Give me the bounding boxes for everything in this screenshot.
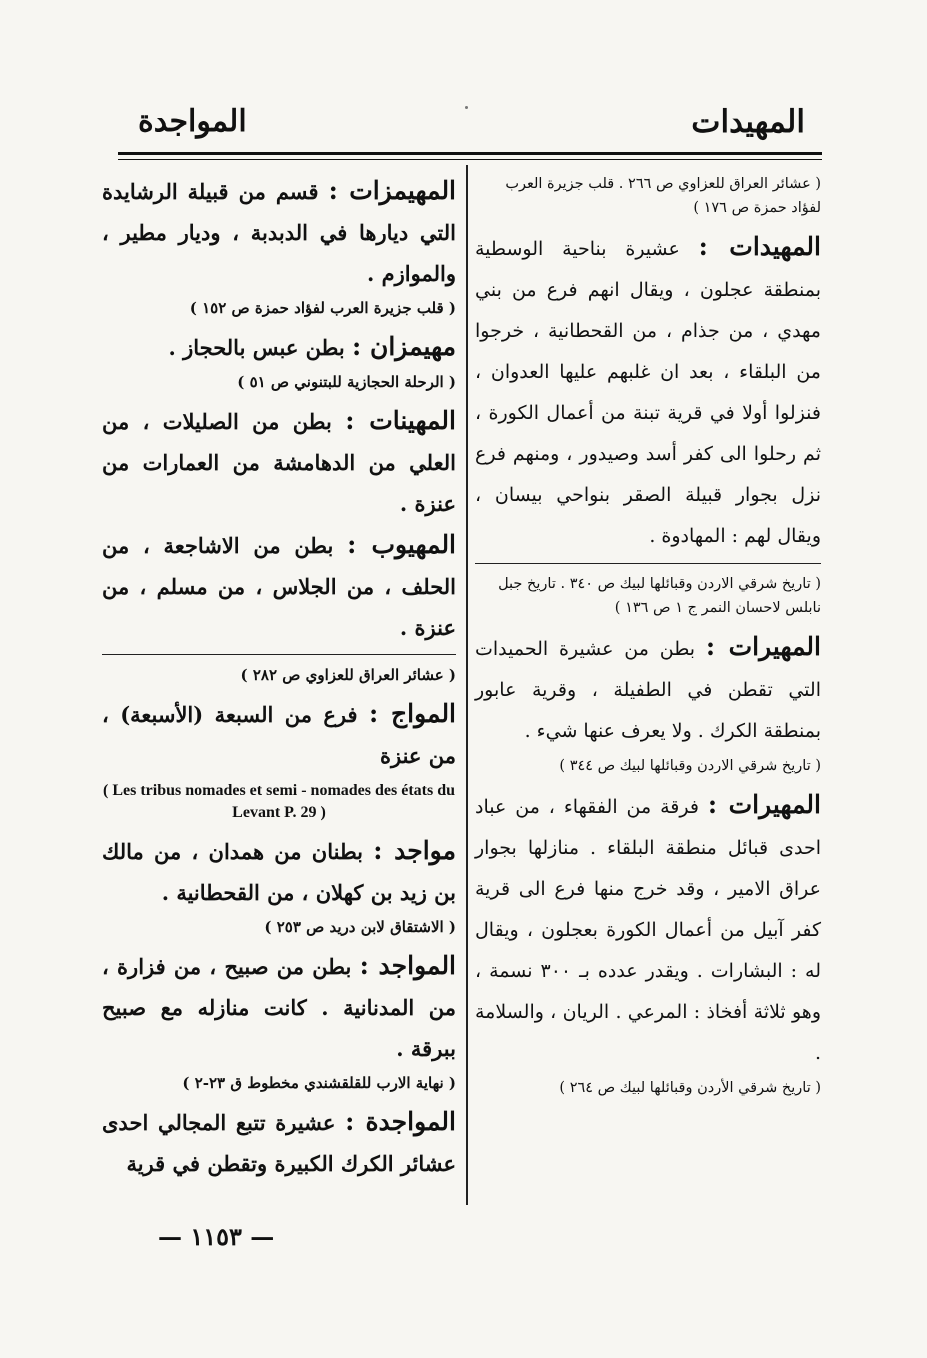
entry-text: عشيرة تتبع المجالي احدى عشائر الكرك الكبيرة وتقطن في قرية <box>102 1110 456 1176</box>
entry-source: ( تاريخ شرقي الاردن وقبائلها لبيك ص ٣٤٠ . تاريخ جبل نابلس لاحسان النمر ج ١ ص ١٣٦ ) <box>498 576 821 616</box>
entry-text: بطن من عشيرة الحميدات التي تقطن في الطفيلة ، وقرية عابور بمنطقة الكرك . ولا يعرف عنها شيء . <box>475 638 821 742</box>
entry-text: فرع من السبعة (الأسبعة) ، من عنزة <box>102 702 456 768</box>
entry-source: ( نهاية الارب للقلقشندي مخطوط ق ٢٣-٢ ) <box>182 1074 456 1092</box>
entry-source: ( قلب جزيرة العرب لفؤاد حمزة ص ١٥٢ ) <box>189 299 456 317</box>
header-rule-thin <box>118 159 822 160</box>
entry-text: قسم من قبيلة الرشايدة التي ديارها في الدبدبة ، وديار مطير ، والموازم . <box>102 179 456 286</box>
entry-divider <box>102 654 456 655</box>
page-number: — ١١٥٣ — <box>158 1222 275 1251</box>
left-column <box>102 170 456 1184</box>
entry-headword: مهيمزان : <box>352 332 456 361</box>
entry-text: بطن عبس بالحجاز . <box>168 335 345 360</box>
right-column <box>475 170 821 1106</box>
running-head-right: المهيدات <box>691 104 805 140</box>
entry-headword: المواجدة : <box>345 1107 456 1136</box>
entry-headword: المهيمزات : <box>328 176 457 205</box>
entry-source: ( تاريخ شرقي الاردن وقبائلها لبيك ص ٣٤٤ ) <box>559 758 821 774</box>
entry-headword: مواجد : <box>373 836 456 865</box>
entry-al-muhayrat-1 <box>475 626 821 778</box>
entry-muhaymizan <box>102 326 456 394</box>
entry-headword: المهيوب : <box>347 530 457 559</box>
entry-headword: المهيرات : <box>707 790 821 819</box>
entry-headword: المواجد : <box>359 951 457 980</box>
entry-source: ( عشائر العراق للعزاوي ص ٢٨٢ ) <box>240 666 456 684</box>
entry-al-muhaymizat <box>102 170 456 320</box>
entry-source: ( الاشتقاق لابن دريد ص ٢٥٣ ) <box>264 918 456 936</box>
entry-text: عشيرة بناحية الوسطية بمنطقة عجلون ، ويقال انهم فرع من بني مهدي ، من جذام ، من القحطانية ، خرجوا من البلقاء ، بعد ان غلبهم عليها العدوان ، فنزلوا أولا في قرية تبنة من أعمال الكورة ، ثم رحلوا الى كفر أسد وصيدور ، ومنهم فرع نزل بجوار قبيلة الصقر بنواحي بيسان ، ويقال لهم : المهادوة . <box>475 238 821 547</box>
entry-mawajid <box>102 830 456 939</box>
column-separator <box>466 165 468 1205</box>
entry-al-muhayrat-2 <box>475 784 821 1100</box>
entry-text: بطن من الصليلات ، من العلي من الدهامشة من العمارات من عنزة . <box>102 409 456 516</box>
entry-al-muhayyub <box>102 524 456 687</box>
entry-source: ( الرحلة الحجازية للبتنوني ص ٥١ ) <box>237 373 456 391</box>
entry-headword: المهيدات : <box>698 232 821 261</box>
entry-al-mawajid <box>102 945 456 1095</box>
entry-source: ( عشائر العراق للعزاوي ص ٢٦٦ . قلب جزيرة العرب لفؤاد حمزة ص ١٧٦ ) <box>505 176 821 216</box>
entry-al-mawajida <box>102 1101 456 1184</box>
page-speck <box>465 106 468 109</box>
entry-al-muhaynat <box>102 400 456 524</box>
entry-text: فرقة من الفقهاء ، من عباد احدى قبائل منطقة البلقاء . منازلها بجوار عراق الامير ، وقد خرج منها فرع الى قرية كفر آبيل من أعمال الكورة بعجلون ، ويقال له : البشارات . ويقدر عدده بـ ٣٠٠ نسمة ، وهو ثلاثة أفخاذ : المرعي . الريان ، والسلامة . <box>475 796 821 1064</box>
entry-headword: المهيرات : <box>705 632 821 661</box>
entry-al-mawwaj <box>102 693 456 824</box>
entry-source: ( تاريخ شرقي الأردن وقبائلها لبيك ص ٢٦٤ ) <box>559 1080 821 1096</box>
header-rule-thick <box>118 152 822 155</box>
entry-headword: المهينات : <box>345 406 456 435</box>
entry-al-muhaydat <box>475 226 821 620</box>
entry-continuation <box>475 172 821 220</box>
latin-source: ( Les tribus nomades et semi - nomades des états du Levant P. 29 ) <box>103 782 455 821</box>
entry-headword: المواج : <box>368 699 457 728</box>
entry-text: بطن من صبيح ، من فزارة ، من المدنانية . كانت منازله مع صبيح ببرقة . <box>102 954 456 1061</box>
entry-text: بطن من الاشاجعة ، من الحلف ، من الجلاس ، من مسلم ، من عنزة . <box>102 533 456 640</box>
entry-text: بطنان من همدان ، من مالك بن زيد بن كهلان ، من القحطانية . <box>102 839 456 905</box>
running-head-left: المواجدة <box>138 104 247 139</box>
entry-divider <box>475 563 821 564</box>
